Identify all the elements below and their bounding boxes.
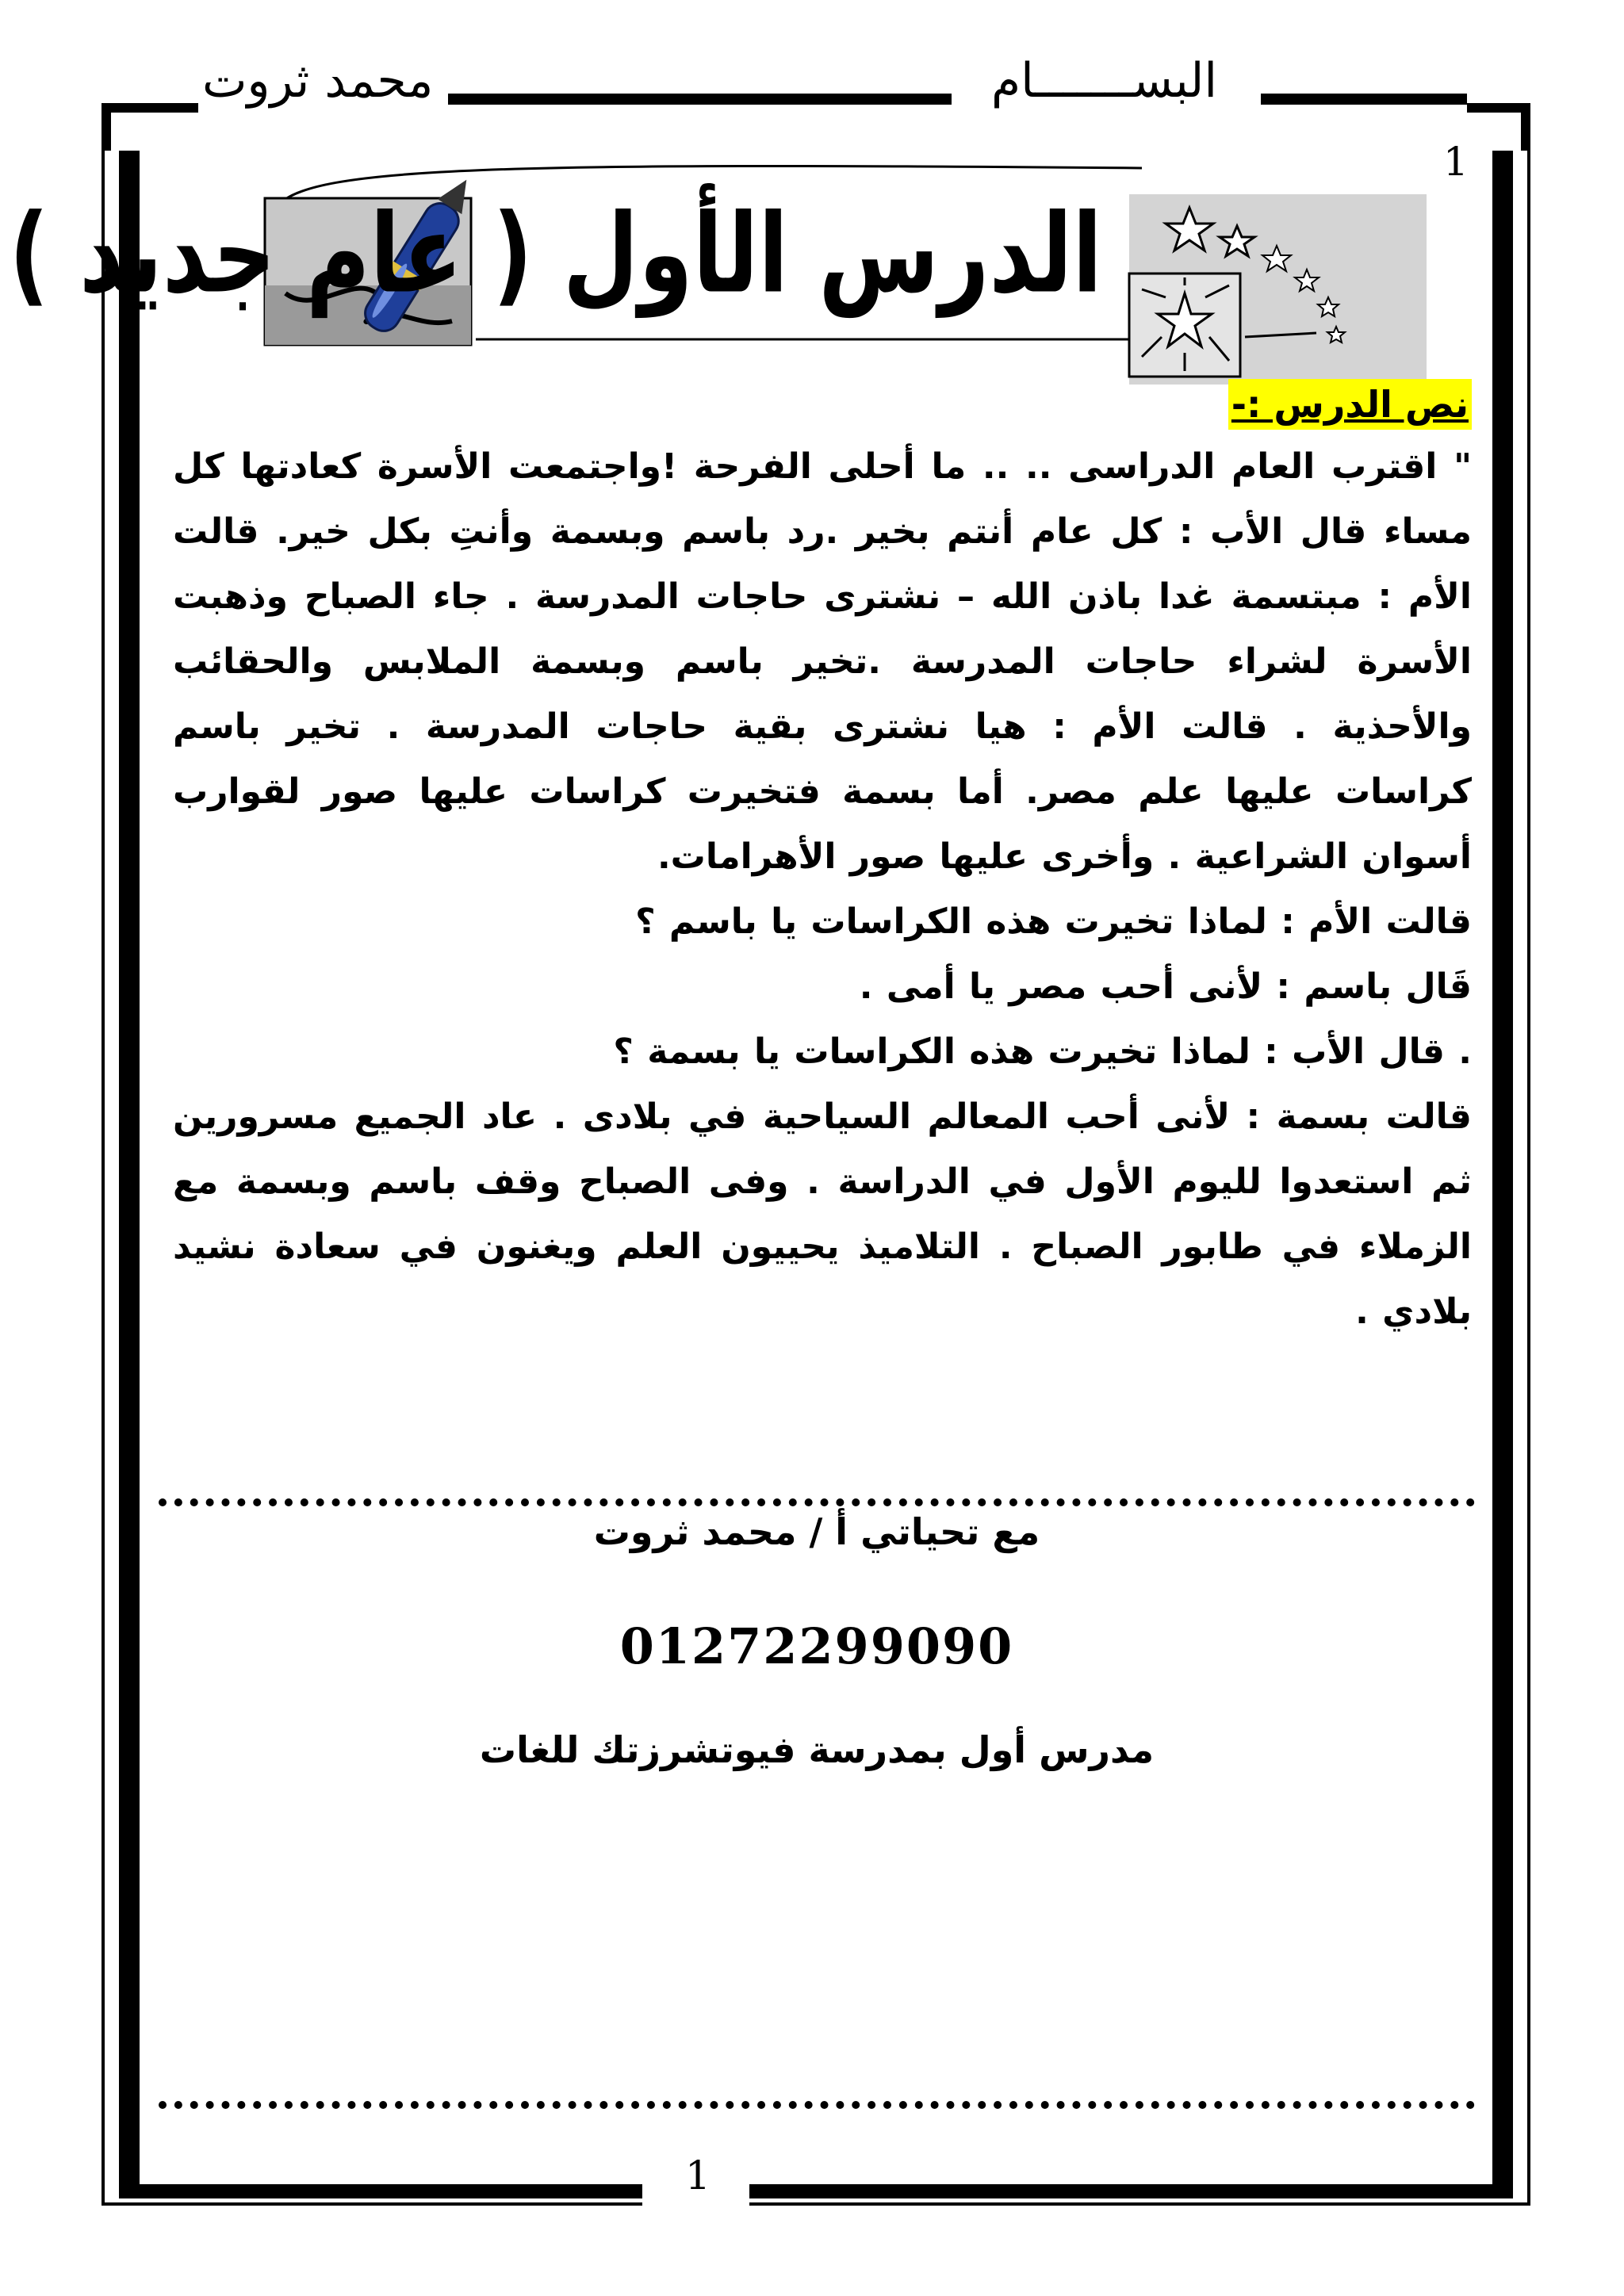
lesson-paragraph: قالت بسمة : لأنى أحب المعالم السياحية في بلادى . عاد الجميع مسرورين ثم استعدوا لليوم الأول في الدراسة . وفى الصباح وقف باسم وبسمة مع الزملاء في طابور الصباح . التلاميذ يحييون العلم ويغنون في سعادة نشيد بلادي . [173,1096,1472,1332]
lesson-paragraph: قالت الأم : لماذا تخيرت هذه الكراسات يا باسم ؟ [635,901,1472,942]
lesson-paragraph: قَال باسم : لأنى أحب مصر يا أمى . [859,966,1472,1007]
header-rule-middle [448,94,952,105]
shooting-stars-icon [1129,194,1427,385]
lesson-paragraph: " اقترب العام الدراسى .. .. ما أحلى الفرحة !واجتمعت الأسرة كعادتها كل مساء قال الأب : كل عام أنتم بخير .رد باسم وبسمة وأنتِ بكل خير. قالت الأم : مبتسمة غدا باذن الله – نشترى حاجات المدرسة . جاء الصباح وذهبت الأسرة لشراء حاجات المدرسة .تخير باسم وبسمة الملابس والحقائب والأحذية . قالت الأم : هيا نشترى بقية حاجات المدرسة . تخير باسم كراسات عليها علم مصر. أما بسمة فتخيرت كراسات عليها صور لقوارب أسوان الشراعية . وأخرى عليها صور الأهرامات. [173,446,1472,877]
dotted-divider-bottom [159,2101,1475,2109]
dotted-divider-top [159,1498,1475,1506]
lesson-paragraph: . قال الأب : لماذا تخيرت هذه الكراسات يا بسمة ؟ [613,1031,1472,1072]
lesson-text [173,434,1472,1345]
page-number-top: 1 [1443,139,1469,185]
header-title: البســـــــام [991,53,1218,109]
page-number-bottom: 1 [685,2152,710,2198]
teacher-phone: 01272299090 [619,1617,1014,1675]
section-heading: نص الدرس :- [1228,379,1472,430]
teacher-greeting: مع تحياتي أ / محمد ثروت [593,1510,1040,1553]
header-author: محمد ثروت [202,53,434,109]
header-rule-right [1261,94,1467,105]
lesson-title: الدرس الأول ( عام جديد ) [9,190,1102,317]
teacher-role: مدرس أول بمدرسة فيوتشرزتك للغات [479,1728,1155,1771]
